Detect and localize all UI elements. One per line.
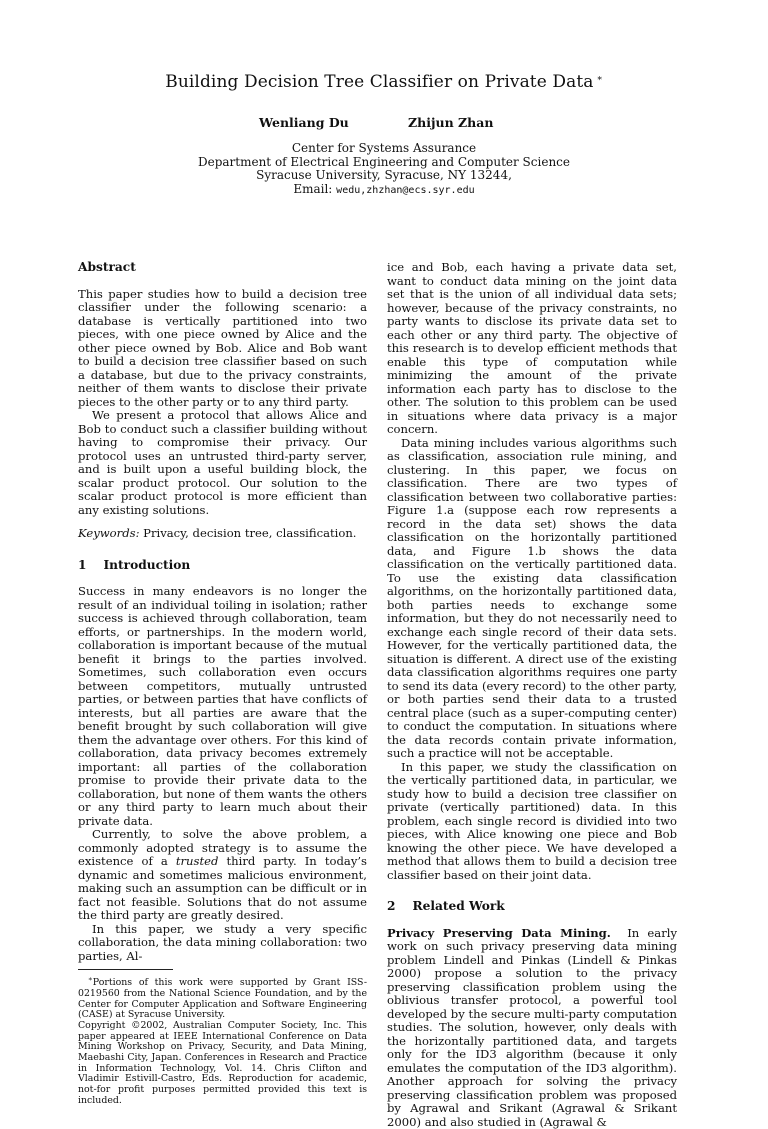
intro-paragraph: Success in many endeavors is no longer the result of an individual toiling in isolation; rather success is achieved through collaboration, team efforts, or partnerships. In the modern world, collaboration is important because of the mutual benefit it brings to the parties involved. Sometimes, such collaboration even occurs between competitors, mutually untrusted parties, or between parties that have conflicts of interests, but all parties are aware that the benefit brought by such collaboration will give them the advantage over others. For this kind of collaboration, data privacy becomes extremely important: all parties of the collaboration promise to provide their private data to the collaboration, but none of them wants the others or any third party to learn much about their private data.: [78, 585, 367, 828]
abstract-paragraph: We present a protocol that allows Alice and Bob to conduct such a classifier building without having to compromise their privacy. Our protocol uses an untrusted third-party server, and is built upon a useful building block, the scalar product protocol. Our solution to the scalar product protocol is more efficient than any existing solutions.: [78, 409, 367, 517]
keywords-label: Keywords:: [78, 526, 139, 540]
footnote: [78, 974, 367, 1107]
section-number: 2: [387, 899, 395, 913]
section-heading-introduction: [78, 559, 367, 573]
intro-paragraph: ice and Bob, each having a private data set, want to conduct data mining on the joint data set that is the union of all individual data sets; however, because of the privacy constraints, no party wants to disclose its private data set to each other or any third party. The objective of this research is to develop efficient methods that enable this type of computation while minimizing the amount of the private information each party has to disclose to the other. The solution to this problem can be used in situations where data privacy is a major concern.: [387, 261, 677, 437]
section-heading-related-work: [387, 900, 677, 914]
related-text: In early work on such privacy preserving data mining problem Lindell and Pinkas (Lindell & Pinkas 2000) propose a solution to the privacy preserving classification problem using the oblivious transfer protocol, a powerful tool developed by the secure multi-party computation studies. The solution, however, only deals with the horizontally partitioned data, and targets only for the ID3 algorithm (because it only emulates the computation of the ID3 algorithm). Another approach for solving the privacy preserving classification problem was proposed by Agrawal and Srikant (Agrawal & Srikant 2000) and also studied in (Agrawal &: [387, 926, 677, 1129]
left-column: [78, 261, 367, 1107]
email-address: wedu,zhzhan@ecs.syr.edu: [336, 185, 474, 196]
intro-paragraph: In this paper, we study the classification on the vertically partitioned data, in particular, we study how to build a decision tree classifier on private (vertically partitioned) data. In this problem, each single record is dividied into two pieces, with Alice knowing one piece and Bob knowing the other piece. We have developed a method that allows them to build a decision tree classifier based on their joint data.: [387, 761, 677, 883]
footnote-copyright: Copyright ©2002, Australian Computer Society, Inc. This paper appeared at IEEE International Conference on Data Mining Workshop on Privacy, Security, and Data Mining, Maebashi City, Japan. Conferences in Research and Practice in Information Technology, Vol. 14. Chris Clifton and Vladimir Estivill-Castro, Eds. Reproduction for academic, not-for profit purposes permitted provided this text is included.: [78, 1021, 367, 1107]
footnote-funding: [78, 974, 367, 1021]
paper-title-text: Building Decision Tree Classifier on Private Data: [165, 72, 593, 92]
footnote-text: Portions of this work were supported by Grant ISS-0219560 from the National Science Foundation, and by the Center for Computer Application and Software Engineering (CASE) at Syracuse University.: [78, 977, 367, 1020]
affiliation-line: Syracuse University, Syracuse, NY 13244,: [0, 169, 768, 183]
intro-text: Currently, to solve the above problem, a commonly adopted strategy is to assume the existence of a: [78, 827, 367, 868]
author-name: Wenliang Du: [259, 115, 349, 130]
section-title: Introduction: [103, 558, 190, 572]
runin-heading: Privacy Preserving Data Mining.: [387, 926, 611, 940]
abstract-paragraph: This paper studies how to build a decision tree classifier under the following scenario: a database is vertically partitioned into two pieces, with one piece owned by Alice and the other piece owned by Bob. Alice and Bob want to build a decision tree classifier based on such a database, but due to the privacy constraints, neither of them wants to disclose their private pieces to the other party or to any third party.: [78, 288, 367, 410]
keywords-text: Privacy, decision tree, classification.: [143, 526, 356, 540]
section-number: 1: [78, 558, 86, 572]
intro-paragraph: [78, 828, 367, 923]
author-name: Zhijun Zhan: [408, 115, 493, 130]
email-line: [0, 183, 768, 198]
paper-title: [0, 72, 768, 92]
email-label: Email:: [293, 182, 332, 196]
affiliation-block: [0, 142, 768, 197]
right-column: [387, 261, 677, 1129]
affiliation-line: Center for Systems Assurance: [0, 142, 768, 156]
title-footnote-mark: ∗: [597, 74, 603, 84]
section-title: Related Work: [412, 899, 504, 913]
intro-text: third party. In today’s dynamic and sometimes malicious environment, making such an assumption can be difficult or in fact not feasible. Solutions that do not assume the third party are greatly desired.: [78, 854, 367, 922]
emphasis-trusted: trusted: [176, 854, 219, 868]
intro-paragraph: Data mining includes various algorithms such as classification, association rule mining, and clustering. In this paper, we focus on classification. There are two types of classification between two collaborative parties: Figure 1.a (suppose each row represents a record in the data set) shows the data classification on the horizontally partitioned data, and Figure 1.b shows the data classification on the vertically partitioned data. To use the existing data classification algorithms, on the horizontally partitioned data, both parties needs to exchange some information, but they do not necessarily need to exchange each single record of their data sets. However, for the vertically partitioned data, the situation is different. A direct use of the existing data classification algorithms requires one party to send its data (every record) to the other party, or both parties send their data to a trusted central place (such as a super-computing center) to conduct the computation. In situations where the data records contain private information, such a practice will not be acceptable.: [387, 437, 677, 761]
footnote-mark: ∗: [88, 975, 93, 983]
abstract-heading: Abstract: [78, 261, 367, 275]
related-paragraph: [387, 927, 677, 1129]
keywords: [78, 527, 367, 541]
footnote-rule: [78, 969, 173, 970]
affiliation-line: Department of Electrical Engineering and Computer Science: [0, 156, 768, 170]
intro-paragraph: In this paper, we study a very specific collaboration, the data mining collaboration: two parties, Al-: [78, 923, 367, 964]
